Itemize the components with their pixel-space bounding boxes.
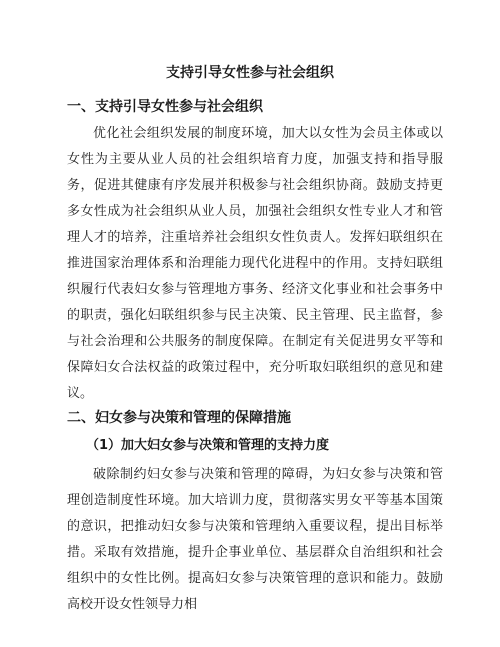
section-1-heading: 一、支持引导女性参与社会组织 (67, 99, 263, 115)
section-2-subheading: （1）加大妇女参与决策和管理的支持力度 (86, 438, 330, 453)
section-2-paragraph: 破除制约妇女参与决策和管理的障碍，为妇女参与决策和管理创造制度性环境。加大培训力度，贯彻落实男女平等基本国策的意识，把推动妇女参与决策和管理纳入重要议程，提出目标举措。采取有效措施，提升企事业单位、基层群众自治组织和社会组织中的女性比例。提高妇女参与决策管理的意识和能力。鼓励高校开设女性领导力相 (67, 467, 443, 612)
section-2-heading: 二、妇女参与决策和管理的保障措施 (67, 410, 291, 426)
document-title: 支持引导女性参与社会组织 (166, 65, 334, 81)
section-1-paragraph: 优化社会组织发展的制度环境，加大以女性为会员主体或以女性为主要从业人员的社会组织培育力度，加强支持和指导服务，促进其健康有序发展并积极参与社会组织协商。鼓励支持更多女性成为社会组织从业人员，加强社会组织女性专业人才和管理人才的培养，注重培养社会组织女性负责人。发挥妇联组织在推进国家治理体系和治理能力现代化进程中的作用。支持妇联组织履行代表妇女参与管理地方事务、经济文化事业和社会事务中的职责，强化妇联组织参与民主决策、民主管理、民主监督，参与社会治理和公共服务的制度保障。在制定有关促进男女平等和保障妇女合法权益的政策过程中，充分听取妇联组织的意见和建议。 (67, 126, 443, 401)
